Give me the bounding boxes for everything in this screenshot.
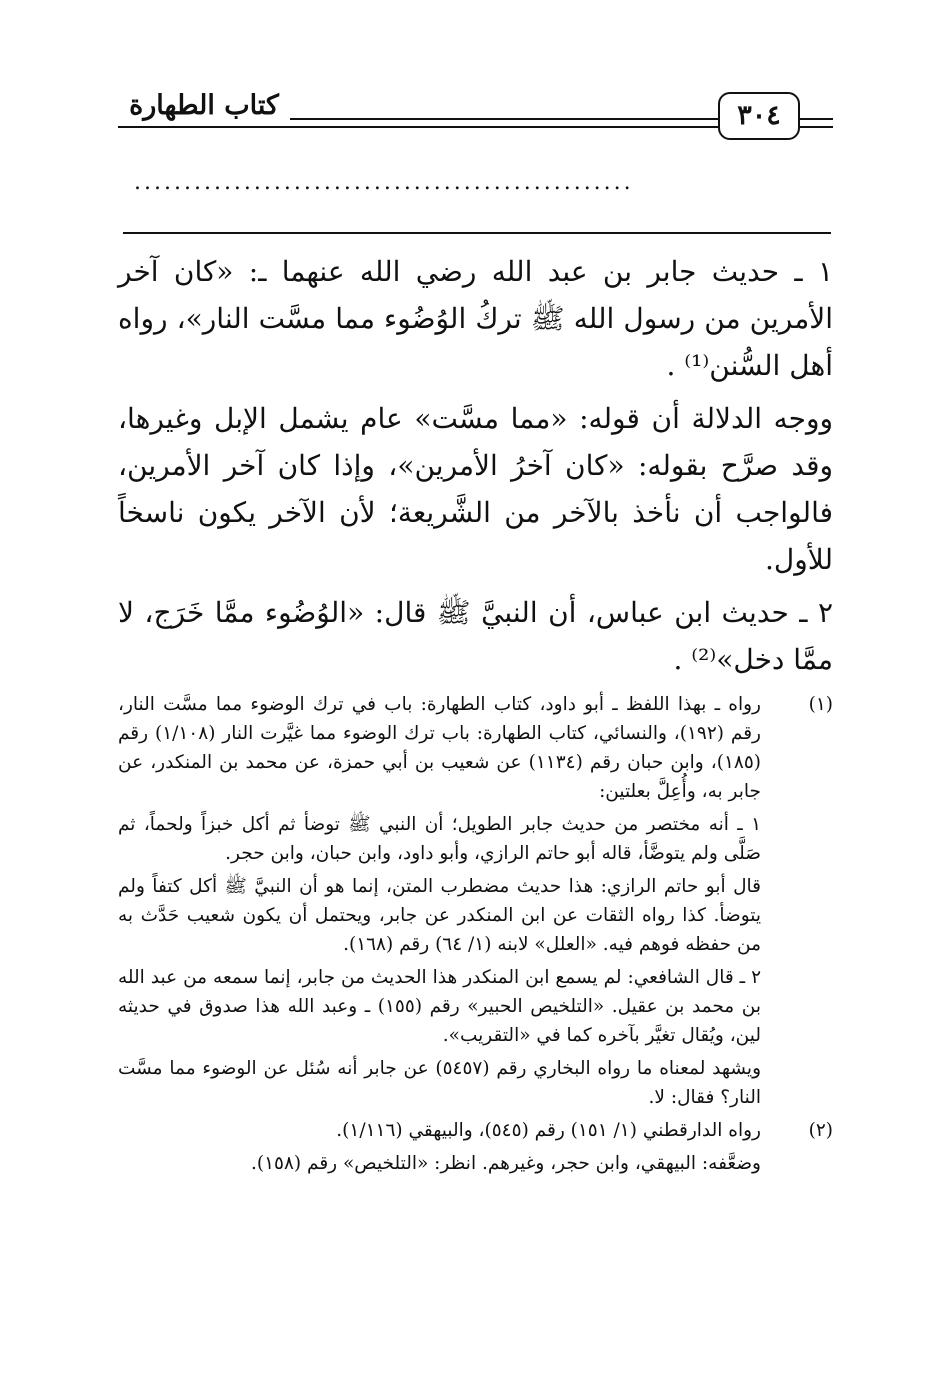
footnote-2	[118, 1116, 833, 1182]
footnote-paragraph: رواه الدارقطني (١/ ١٥١) رقم (٥٤٥)، والبيهقي (١/١١٦).	[336, 1120, 761, 1141]
main-text	[118, 248, 833, 689]
dotted-line: ..................................................	[134, 170, 634, 195]
footnote-paragraph: ٢ ـ قال الشافعي: لم يسمع ابن المنكدر هذا الحديث من جابر، إنما سمعه من عبد الله بن محمد بن عقيل. «التلخيص الحبير» رقم (١٥٥) ـ وعبد الله هذا صدوق في حديثه لين، ويُقال تغيَّر بآخره كما في «التقريب».	[118, 967, 762, 1046]
footnote-1	[118, 690, 833, 1116]
footnotes	[118, 690, 833, 1182]
paragraph-evidence: ووجه الدلالة أن قوله: «مما مسَّت» عام يشمل الإبل وغيرها، وقد صرَّح بقوله: «كان آخرُ الأمرين»، وإذا كان آخر الأمرين، فالواجب أن نأخذ بالآخر من الشَّريعة؛ لأن الآخر يكون ناسخاً للأول.	[118, 402, 833, 576]
paragraph-hadith-ibn-abbas: ٢ ـ حديث ابن عباس، أن النبيَّ ﷺ قال: «الوُضُوء ممَّا خَرَج، لا ممَّا دخل»⁽²⁾ .	[118, 596, 833, 676]
footnote-number: (٢)	[808, 1120, 833, 1141]
page-header	[118, 88, 833, 144]
separator-rule	[123, 232, 831, 234]
footnote-paragraph: ويشهد لمعناه ما رواه البخاري رقم (٥٤٥٧) عن جابر أنه سُئل عن الوضوء مما مسَّت النار؟ فقال: لا.	[118, 1058, 762, 1108]
page-number: ٣٠٤	[718, 92, 800, 140]
footnote-paragraph: قال أبو حاتم الرازي: هذا حديث مضطرب المتن، إنما هو أن النبيَّ ﷺ أكل كتفاً ولم يتوضأ. كذا رواه الثقات عن ابن المنكدر عن جابر، ويحتمل أن يكون شعيب حَدَّث به من حفظه فوهم فيه. «العلل» لابنه (١/ ٦٤) رقم (١٦٨).	[118, 876, 761, 955]
footnote-paragraph: ١ ـ أنه مختصر من حديث جابر الطويل؛ أن النبي ﷺ توضأ ثم أكل خبزاً ولحماً، ثم صَلَّى ولم يتوضَّأ، قاله أبو حاتم الرازي، وأبو داود، وابن حبان، وابن حجر.	[118, 814, 761, 864]
footnote-paragraph: رواه ـ بهذا اللفظ ـ أبو داود، كتاب الطهارة: باب في ترك الوضوء مما مسَّت النار، رقم (١٩٢)، والنسائي، كتاب الطهارة: باب ترك الوضوء مما غيَّرت النار (١/١٠٨) رقم (١٨٥)، وابن حبان رقم (١١٣٤) عن شعيب بن أبي حمزة، عن محمد بن المنكدر، عن جابر به، وأُعِلَّ بعلتين:	[118, 694, 761, 802]
footnote-paragraph: وضعَّفه: البيهقي، وابن حجر، وغيرهم. انظر: «التلخيص» رقم (١٥٨).	[251, 1153, 761, 1174]
footnote-number: (١)	[808, 694, 833, 715]
book-title: كتاب الطهارة	[118, 90, 290, 121]
paragraph-hadith-jabir: ١ ـ حديث جابر بن عبد الله رضي الله عنهما ـ: «كان آخر الأمرين من رسول الله ﷺ تركُ الوُضُوء مما مسَّت النار»، رواه أهل السُّنن⁽¹⁾ .	[118, 255, 833, 382]
